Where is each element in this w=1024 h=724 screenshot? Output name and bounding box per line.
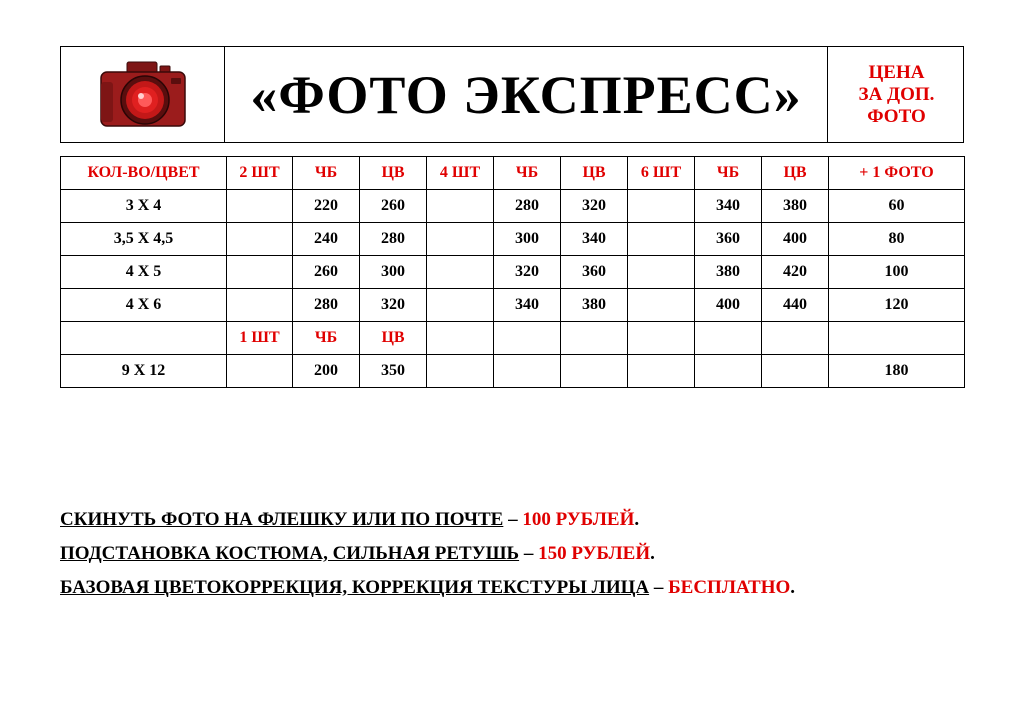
table-row — [61, 289, 965, 322]
table-header-row — [61, 157, 965, 190]
table-cell: 300 — [494, 223, 561, 256]
header-cell: + 1 ФОТО — [829, 157, 965, 190]
size-cell: 4 Х 5 — [61, 256, 227, 289]
price-table — [60, 156, 965, 388]
table-cell: 400 — [762, 223, 829, 256]
table-cell: 280 — [494, 190, 561, 223]
table-cell — [427, 355, 494, 388]
header-cell: ЦВ — [360, 322, 427, 355]
table-cell: 360 — [695, 223, 762, 256]
header-cell: ЧБ — [293, 322, 360, 355]
table-cell: 420 — [762, 256, 829, 289]
service-price: БЕСПЛАТНО — [668, 577, 791, 598]
extra-price-line: ЗА ДОП. — [858, 83, 935, 105]
table-cell: 350 — [360, 355, 427, 388]
table-subheader-row — [61, 322, 965, 355]
header-cell: 6 ШТ — [628, 157, 695, 190]
table-cell: 280 — [293, 289, 360, 322]
table-cell — [762, 322, 829, 355]
service-note — [60, 578, 960, 598]
header-box — [60, 46, 964, 143]
table-cell: 380 — [561, 289, 628, 322]
extra-price-line: ФОТО — [867, 105, 926, 127]
service-note — [60, 544, 960, 564]
service-name: ПОДСТАНОВКА КОСТЮМА, СИЛЬНАЯ РЕТУШЬ — [60, 543, 520, 564]
table-cell — [762, 355, 829, 388]
separator: – — [649, 577, 669, 598]
table-cell: 360 — [561, 256, 628, 289]
table-cell: 380 — [762, 190, 829, 223]
header-cell: 4 ШТ — [427, 157, 494, 190]
table-cell — [227, 190, 293, 223]
header-cell: КОЛ-ВО/ЦВЕТ — [61, 157, 227, 190]
table-cell — [227, 223, 293, 256]
header-cell: ЦВ — [360, 157, 427, 190]
table-cell — [628, 322, 695, 355]
header-cell: ЧБ — [293, 157, 360, 190]
table-row — [61, 223, 965, 256]
table-cell — [695, 355, 762, 388]
table-cell: 380 — [695, 256, 762, 289]
table-cell — [628, 355, 695, 388]
table-cell — [427, 256, 494, 289]
extra-price-line: ЦЕНА — [868, 61, 925, 83]
table-cell: 260 — [293, 256, 360, 289]
table-cell — [427, 289, 494, 322]
extra-photo-price-label — [828, 47, 965, 142]
table-cell — [227, 289, 293, 322]
size-cell: 3,5 Х 4,5 — [61, 223, 227, 256]
header-cell: 2 ШТ — [227, 157, 293, 190]
size-cell: 4 Х 6 — [61, 289, 227, 322]
header-cell: 1 ШТ — [227, 322, 293, 355]
table-cell: 260 — [360, 190, 427, 223]
table-cell: 320 — [561, 190, 628, 223]
table-cell: 80 — [829, 223, 965, 256]
table-row — [61, 190, 965, 223]
note-end: . — [790, 577, 796, 598]
table-cell — [61, 322, 227, 355]
table-cell — [695, 322, 762, 355]
table-cell — [427, 190, 494, 223]
table-cell: 60 — [829, 190, 965, 223]
table-cell — [561, 355, 628, 388]
table-cell — [494, 322, 561, 355]
table-cell — [227, 355, 293, 388]
logo-cell — [61, 47, 225, 142]
title-cell — [225, 47, 828, 142]
service-name: БАЗОВАЯ ЦВЕТОКОРРЕКЦИЯ, КОРРЕКЦИЯ ТЕКСТУРЫ ЛИЦА — [60, 577, 650, 598]
header-cell: ЦВ — [561, 157, 628, 190]
service-note — [60, 510, 960, 530]
services-notes — [60, 510, 960, 612]
table-cell: 340 — [695, 190, 762, 223]
table-cell: 320 — [494, 256, 561, 289]
table-cell — [494, 355, 561, 388]
table-cell: 340 — [494, 289, 561, 322]
table-row — [61, 256, 965, 289]
table-cell — [427, 322, 494, 355]
service-price: 100 РУБЛЕЙ — [522, 509, 635, 530]
table-cell: 220 — [293, 190, 360, 223]
page-title: «ФОТО ЭКСПРЕСС» — [250, 64, 802, 125]
table-cell: 100 — [829, 256, 965, 289]
camera-icon — [97, 58, 189, 132]
separator: – — [503, 509, 523, 530]
table-cell: 120 — [829, 289, 965, 322]
note-end: . — [634, 509, 640, 530]
table-cell: 340 — [561, 223, 628, 256]
header-cell: ЧБ — [695, 157, 762, 190]
table-cell: 320 — [360, 289, 427, 322]
header-cell: ЦВ — [762, 157, 829, 190]
table-cell — [227, 256, 293, 289]
header-cell: ЧБ — [494, 157, 561, 190]
table-cell — [628, 256, 695, 289]
table-cell: 440 — [762, 289, 829, 322]
table-cell: 300 — [360, 256, 427, 289]
separator: – — [519, 543, 539, 564]
table-row — [61, 355, 965, 388]
table-cell — [427, 223, 494, 256]
table-cell: 400 — [695, 289, 762, 322]
size-cell: 3 Х 4 — [61, 190, 227, 223]
service-price: 150 РУБЛЕЙ — [538, 543, 651, 564]
table-cell: 200 — [293, 355, 360, 388]
table-cell: 240 — [293, 223, 360, 256]
table-cell — [829, 322, 965, 355]
table-cell — [561, 322, 628, 355]
table-cell — [628, 190, 695, 223]
table-cell — [628, 289, 695, 322]
table-cell: 280 — [360, 223, 427, 256]
table-cell: 180 — [829, 355, 965, 388]
size-cell: 9 Х 12 — [61, 355, 227, 388]
note-end: . — [650, 543, 655, 564]
service-name: СКИНУТЬ ФОТО НА ФЛЕШКУ ИЛИ ПО ПОЧТЕ — [60, 509, 504, 530]
table-cell — [628, 223, 695, 256]
